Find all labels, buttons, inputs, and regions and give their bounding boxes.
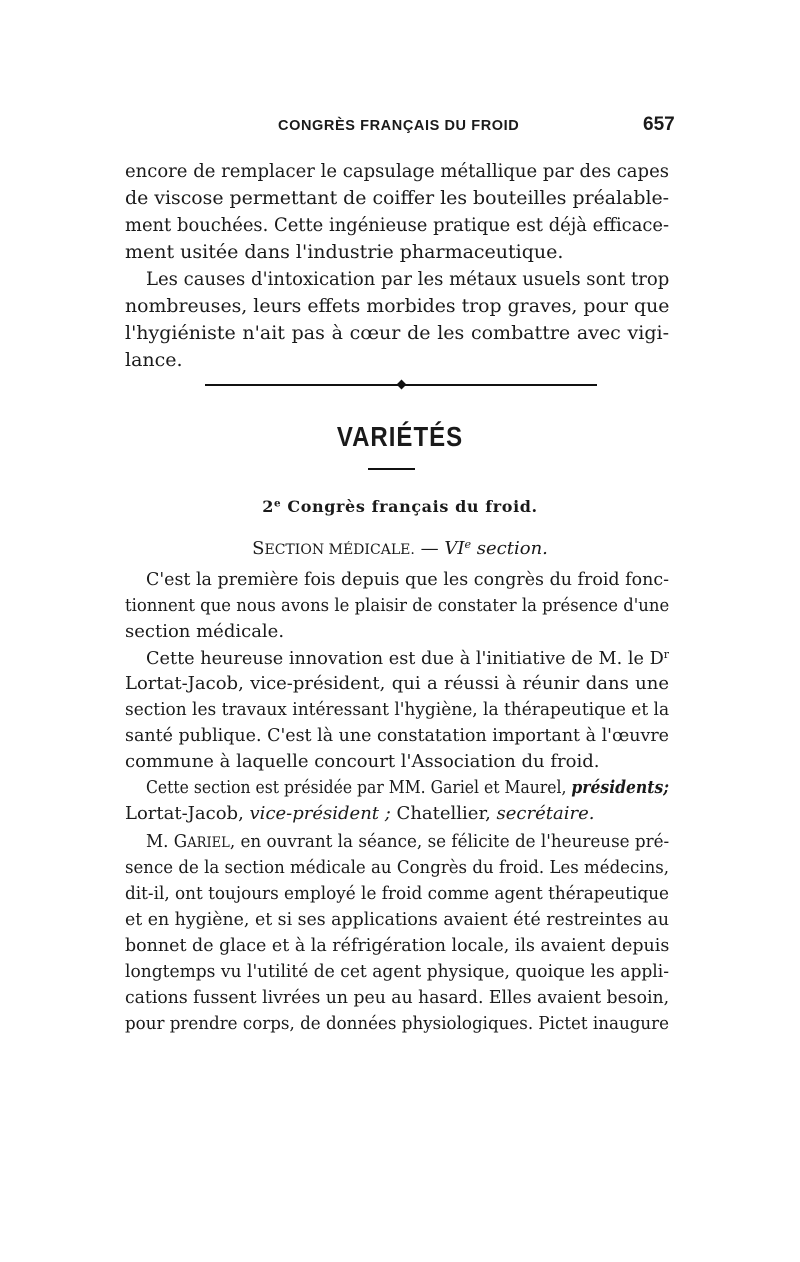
text-line: lance.	[125, 349, 183, 371]
text-line: sence de la section médicale au Congrès du froid. Les médecins,	[125, 857, 670, 878]
congress-number-sup: e	[274, 497, 282, 510]
text-line: bonnet de glace et à la réfrigération locale, ils avaient depuis	[125, 935, 670, 956]
running-head	[0, 114, 800, 142]
congress-title	[0, 497, 800, 516]
text-line: Les causes d'intoxication par les métaux usuels sont trop	[146, 268, 670, 290]
speaker-name: ARIEL	[187, 835, 230, 851]
text-line	[146, 649, 669, 668]
running-title: CONGRÈS FRANÇAIS DU FROID	[278, 118, 520, 134]
text-line: ment usitée dans l'industrie pharmaceutique.	[125, 241, 564, 263]
speaker-prefix: M.	[146, 831, 174, 852]
text-line: C'est la première fois depuis que les congrès du froid fonc-	[146, 569, 669, 590]
section-subtitle	[0, 538, 800, 559]
presidents-role: présidents;	[571, 777, 670, 798]
text-line: santé publique. C'est là une constatation important à l'œuvre	[125, 725, 670, 746]
text-line: section les travaux intéressant l'hygiène, la thérapeutique et la	[125, 699, 670, 720]
divider-rule-right	[403, 384, 597, 386]
speech-first-line-rest: , en ouvrant la séance, se félicite de l'heureuse pré-	[229, 831, 670, 852]
text-line: Lortat-Jacob, vice-président, qui a réussi à réunir dans une	[125, 673, 669, 694]
section-heading: VARIÉTÉS	[336, 421, 464, 453]
speech-first-line	[146, 833, 669, 851]
section-number-sup: e	[464, 538, 472, 551]
text-line: de viscose permettant de coiffer les bouteilles préalable-	[125, 187, 670, 209]
section-small-caps: ECTION MÉDICALE.	[264, 542, 415, 559]
secretary-role: secrétaire.	[496, 803, 595, 824]
text-line: commune à laquelle concourt l'Association du froid.	[125, 751, 600, 772]
congress-title-text: Congrès français du froid.	[281, 497, 538, 516]
text-line: encore de remplacer le capsulage métallique par des capes	[125, 160, 669, 182]
text-line: l'hygiéniste n'ait pas à cœur de les combattre avec vigi-	[125, 322, 669, 344]
section-word: section.	[471, 538, 548, 560]
text-line: section médicale.	[125, 621, 285, 642]
divider-rule-left	[205, 384, 401, 386]
text-line-content: Cette heureuse innovation est due à l'initiative de M. le D	[146, 648, 664, 670]
presidents-line	[146, 779, 669, 797]
section-number: VI	[444, 538, 465, 560]
text-line: pour prendre corps, de données physiologiques. Pictet inaugure	[125, 1013, 669, 1034]
text-line: cations fussent livrées un peu au hasard. Elles avaient besoin,	[125, 987, 670, 1008]
speaker-initial: G	[173, 831, 188, 852]
ornamental-divider	[205, 381, 597, 389]
text-line: dit-il, ont toujours employé le froid comme agent thérapeutique	[125, 883, 670, 904]
officers-line	[125, 805, 594, 823]
congress-number: 2	[262, 497, 275, 516]
text-line: nombreuses, leurs effets morbides trop graves, pour que	[125, 295, 670, 317]
section-dash: —	[414, 538, 445, 560]
page-number: 657	[643, 114, 675, 135]
presidents-prefix: Cette section est présidée par MM. Gariel et Maurel,	[146, 777, 572, 798]
text-line: et en hygiène, et si ses applications avaient été restreintes au	[125, 909, 669, 930]
heading-rule	[368, 468, 415, 470]
section-initial: S	[252, 538, 265, 560]
vice-role: vice-président ;	[249, 803, 391, 824]
doctor-abbrev-sup: r	[663, 648, 669, 661]
text-line: ment bouchées. Cette ingénieuse pratique est déjà efficace-	[125, 214, 670, 236]
vice-name: Lortat-Jacob,	[125, 803, 250, 824]
text-line: tionnent que nous avons le plaisir de constater la présence d'une	[125, 595, 670, 616]
text-line: longtemps vu l'utilité de cet agent physique, quoique les appli-	[125, 961, 669, 982]
secretary-name: Chatellier,	[390, 803, 497, 824]
